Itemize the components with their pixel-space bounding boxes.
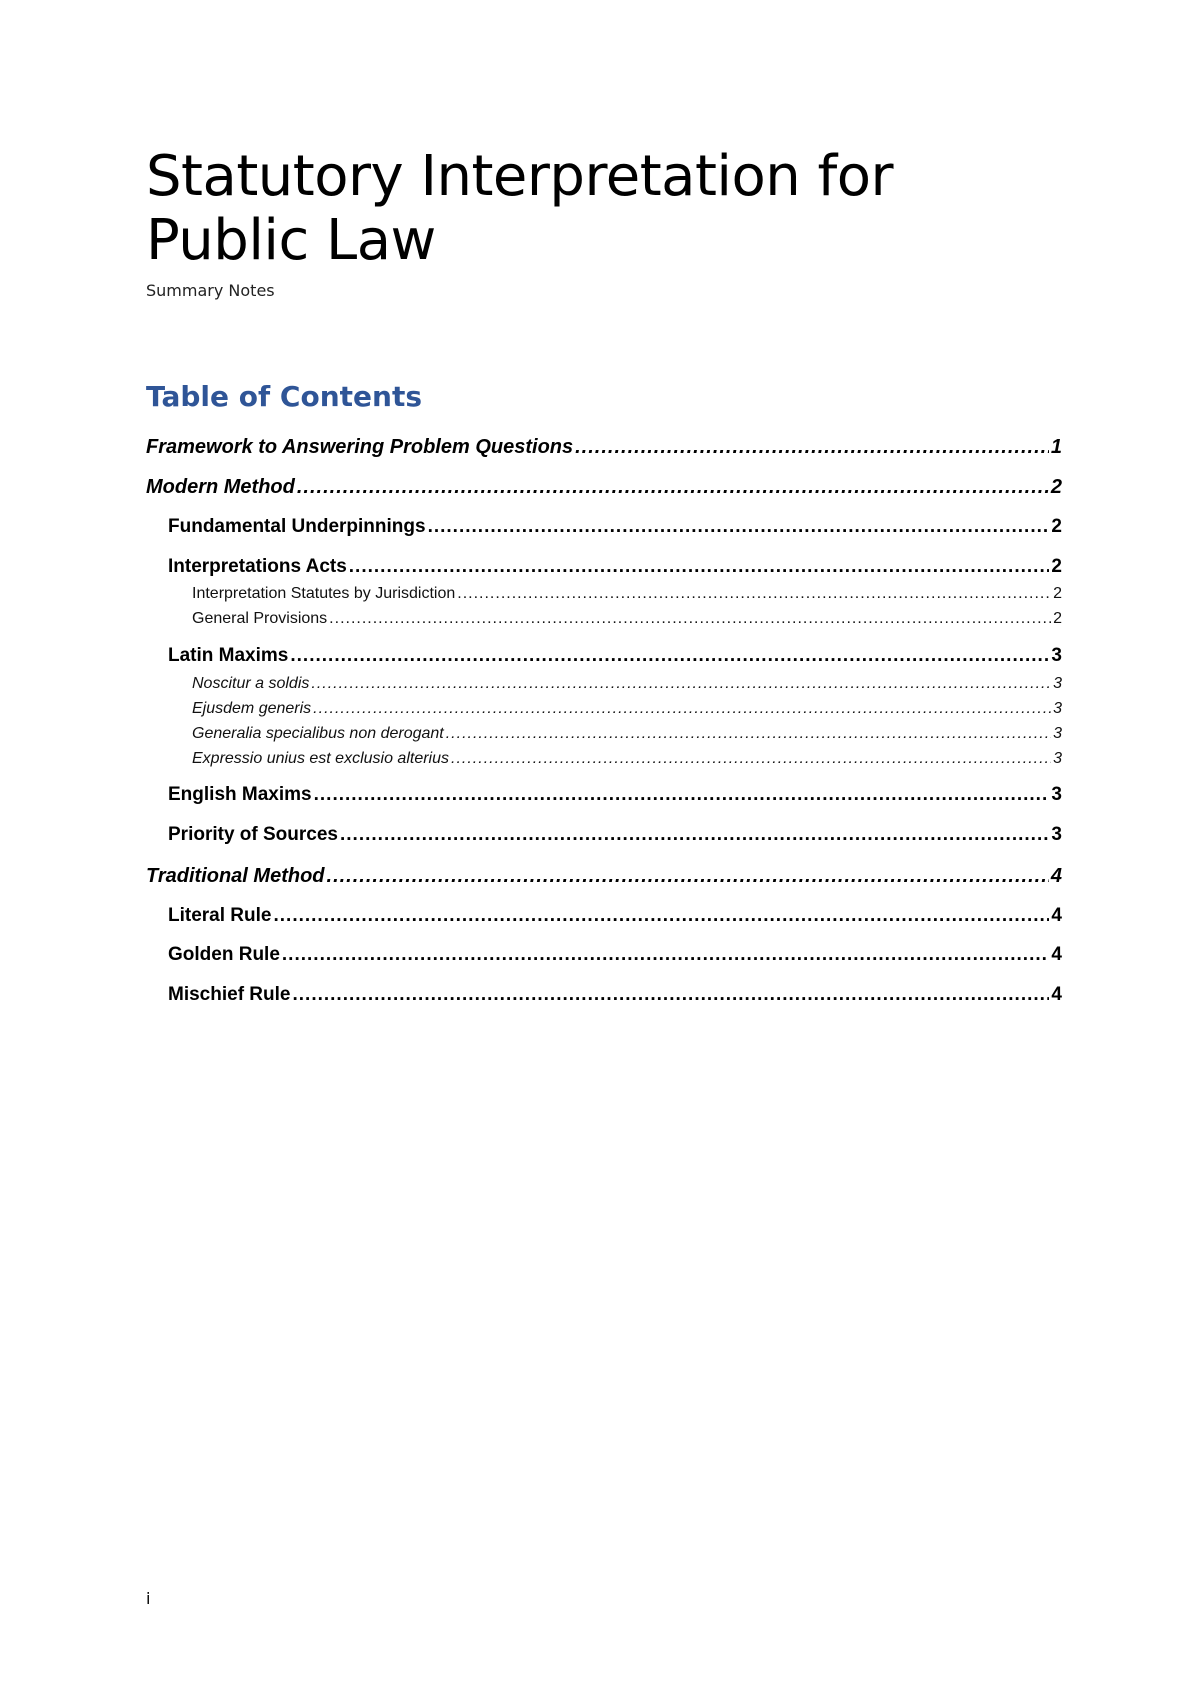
- toc-entry[interactable]: [168, 824, 1062, 846]
- toc-entry[interactable]: [168, 905, 1062, 927]
- toc-page-number: 4: [1051, 905, 1062, 926]
- toc-leader: [313, 700, 1051, 718]
- toc-page-number: 4: [1051, 984, 1062, 1005]
- toc-entry[interactable]: [146, 436, 1062, 459]
- toc-entry[interactable]: [192, 610, 1062, 628]
- toc-leader: [575, 436, 1049, 459]
- toc-entry-label: English Maxims: [168, 784, 312, 805]
- document-title-line-1: Statutory Interpretation for: [146, 144, 894, 209]
- document-subtitle: Summary Notes: [146, 281, 275, 300]
- toc-leader: [292, 984, 1049, 1006]
- toc-entry[interactable]: [168, 645, 1062, 667]
- toc-leader: [340, 824, 1049, 846]
- toc-leader: [451, 750, 1051, 768]
- toc-entry[interactable]: [192, 725, 1062, 743]
- toc-entry-label: Mischief Rule: [168, 984, 291, 1005]
- toc-leader: [311, 675, 1051, 693]
- toc-leader: [290, 645, 1049, 667]
- toc-entry[interactable]: [168, 784, 1062, 806]
- toc-page-number: 3: [1051, 784, 1062, 805]
- toc-entry-label: Ejusdem generis: [192, 700, 312, 717]
- toc-entry[interactable]: [192, 750, 1062, 768]
- toc-page-number: 2: [1053, 610, 1062, 627]
- toc-entry-label: Modern Method: [146, 476, 295, 498]
- toc-page-number: 3: [1053, 725, 1062, 742]
- toc-leader: [457, 585, 1051, 603]
- toc-entry[interactable]: [168, 516, 1062, 538]
- toc-page-number: 2: [1051, 516, 1062, 537]
- toc-entry[interactable]: [192, 675, 1062, 693]
- toc-leader: [428, 516, 1050, 538]
- toc-entry[interactable]: [192, 585, 1062, 603]
- toc-entry[interactable]: [168, 944, 1062, 966]
- toc-page-number: 2: [1053, 585, 1062, 602]
- toc-entry[interactable]: [192, 700, 1062, 718]
- toc-page-number: 4: [1050, 865, 1062, 887]
- toc-leader: [314, 784, 1050, 806]
- toc-leader: [446, 725, 1051, 743]
- toc-entry-label: Generalia specialibus non derogant: [192, 725, 444, 742]
- toc-entry-label: Noscitur a soldis: [192, 675, 310, 692]
- toc-entry[interactable]: [146, 865, 1062, 888]
- toc-entry-label: Latin Maxims: [168, 645, 289, 666]
- page-number-footer: i: [146, 1589, 151, 1608]
- toc-page-number: 4: [1051, 944, 1062, 965]
- toc-entry-label: Traditional Method: [146, 865, 325, 887]
- toc-page-number: 3: [1053, 675, 1062, 692]
- toc-entry-label: Literal Rule: [168, 905, 272, 926]
- toc-entry-label: General Provisions: [192, 610, 328, 627]
- document-title: [146, 145, 1046, 273]
- document-title-line-2: Public Law: [146, 208, 436, 273]
- toc-leader: [327, 865, 1049, 888]
- toc-entry-label: Fundamental Underpinnings: [168, 516, 426, 537]
- toc-entry-label: Priority of Sources: [168, 824, 338, 845]
- toc-leader: [349, 556, 1050, 578]
- toc-entry[interactable]: [146, 476, 1062, 499]
- toc-entry-label: Interpretations Acts: [168, 556, 347, 577]
- toc-entry-label: Framework to Answering Problem Questions: [146, 436, 574, 458]
- toc-entry[interactable]: [168, 556, 1062, 578]
- toc-page-number: 3: [1053, 750, 1062, 767]
- toc-leader: [273, 905, 1049, 927]
- toc-leader: [282, 944, 1050, 966]
- toc-page-number: 2: [1050, 476, 1062, 498]
- toc-entry-label: Expressio unius est exclusio alterius: [192, 750, 450, 767]
- toc-leader: [297, 476, 1049, 499]
- toc-entry-label: Interpretation Statutes by Jurisdiction: [192, 585, 456, 602]
- toc-entry[interactable]: [168, 984, 1062, 1006]
- toc-heading: Table of Contents: [146, 380, 423, 413]
- toc-page-number: 3: [1053, 700, 1062, 717]
- toc-page-number: 3: [1051, 645, 1062, 666]
- toc-page-number: 1: [1050, 436, 1062, 458]
- toc-leader: [329, 610, 1051, 628]
- toc-page-number: 2: [1051, 556, 1062, 577]
- toc-page-number: 3: [1051, 824, 1062, 845]
- toc-entry-label: Golden Rule: [168, 944, 280, 965]
